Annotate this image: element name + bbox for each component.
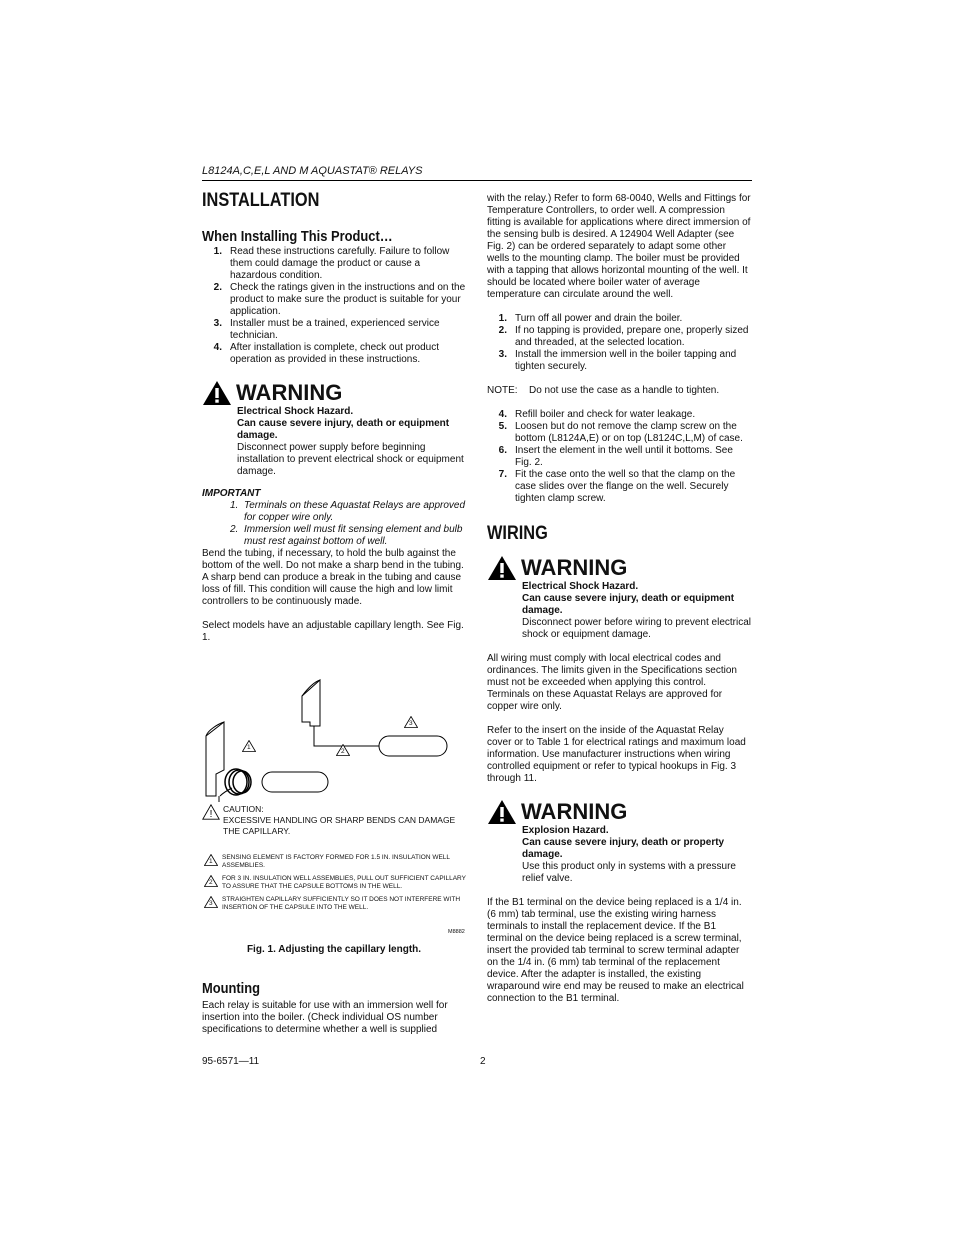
caution-triangle-icon <box>202 804 220 820</box>
fig-marker-2: 2 <box>336 744 350 760</box>
wiring-paragraph-2: Refer to the insert on the inside of the Aquastat Relay cover or to Table 1 for electrical ratings and maximum load information. Use manufacturer instructions when wiring controlled equipment or refer to typical hookups in Fig. 3 through 11. <box>487 725 746 784</box>
figure-note <box>202 875 466 891</box>
important-item <box>230 524 466 548</box>
warning-triangle-icon <box>487 799 517 825</box>
note <box>487 385 751 397</box>
figure-note-number: 1 <box>209 858 213 865</box>
list-item-text: Read these instructions carefully. Failure to follow them could damage the product or cause a hazardous condition. <box>230 246 450 281</box>
warning-title: WARNING <box>521 799 628 824</box>
note-label: NOTE: <box>487 385 518 396</box>
right-column <box>487 193 751 1005</box>
fig-marker-3: 3 <box>404 716 418 732</box>
list-item-number: 1. <box>213 246 222 257</box>
figure-note-number: 3 <box>209 900 213 907</box>
left-column <box>202 190 466 1036</box>
list-item <box>487 445 751 469</box>
wiring-paragraph-1: All wiring must comply with local electrical codes and ordinances. The limits given in the Specifications section must not be exceeded when applying this control. Terminals on these Aquastat Relays are approved for copper wire only. <box>487 653 737 712</box>
warning-hazard: Explosion Hazard. <box>522 825 609 836</box>
figure-note <box>202 854 466 870</box>
warning-hazard: Electrical Shock Hazard. <box>522 581 639 592</box>
warning-consequence: Can cause severe injury, death or property damage. <box>522 837 725 860</box>
installation-heading: INSTALLATION <box>202 190 320 211</box>
footer-page-number: 2 <box>480 1056 486 1067</box>
mounting-steps-list-b <box>487 409 751 505</box>
mounting-steps-list-a <box>487 313 751 373</box>
list-item <box>487 421 751 445</box>
list-item-number: 4. <box>213 342 222 353</box>
list-item <box>487 349 751 373</box>
mounting-continued-paragraph: with the relay.) Refer to form 68-0040, Wells and Fittings for Temperature Controllers, to order well. A compression fitting is available for applications where direct immersion of the sensing bulb is desired. A 124904 Well Adapter (see Fig. 2) can be ordered separately to adapt some other wells to the mounting clamp. The boiler must be provided with a tapping that allows horizontal mounting of the well. It should be located where boiler water of average temperature can circulate around the well. <box>487 193 751 300</box>
figure-caution <box>202 804 466 837</box>
fig-marker-1: 1 <box>242 740 256 756</box>
figure-note <box>202 896 466 912</box>
list-item <box>487 313 751 325</box>
list-item-number: 4. <box>498 409 507 420</box>
document-header-title: L8124A,C,E,L AND M AQUASTAT® RELAYS <box>202 165 423 177</box>
list-item <box>202 342 466 366</box>
figure-note-number: 2 <box>209 879 213 886</box>
list-item <box>487 469 751 505</box>
warning-title: WARNING <box>521 555 628 580</box>
install-steps-list <box>202 246 466 366</box>
list-item-text: Installer must be a trained, experienced service technician. <box>230 318 440 341</box>
header-rule <box>202 180 752 181</box>
list-item-text: Refill boiler and check for water leakage. <box>515 409 696 420</box>
list-item-number: 7. <box>498 469 507 480</box>
bend-paragraph: Bend the tubing, if necessary, to hold the bulb against the bottom of the well. Do not make a sharp bend in the tubing. A sharp bend can produce a break in the tubing and cause loss of fill. This condition will cause the high and low limit controllers to be continuously made. <box>202 548 464 607</box>
figure-1 <box>202 664 466 964</box>
figure-notes <box>202 854 466 917</box>
list-item-text: Turn off all power and drain the boiler. <box>515 313 683 324</box>
warning-block-3 <box>487 799 751 825</box>
wiring-heading: WIRING <box>487 523 548 544</box>
list-item-text: Check the ratings given in the instructions and on the product to make sure the product is suitable for your application. <box>230 282 466 317</box>
figure-caption: Fig. 1. Adjusting the capillary length. <box>246 944 422 955</box>
list-item <box>487 325 751 349</box>
footer-doc-number: 95-6571—11 <box>202 1056 260 1067</box>
figure-note-text: STRAIGHTEN CAPILLARY SUFFICIENTLY SO IT DOES NOT INTERFERE WITH INSERTION OF THE CAPSULE INTO THE WELL. <box>222 896 461 911</box>
list-item-text: If no tapping is provided, prepare one, properly sized and threaded, at the selected location. <box>515 325 749 348</box>
warning-triangle-icon <box>202 380 232 406</box>
list-item <box>202 282 466 318</box>
important-item-text: Terminals on these Aquastat Relays are approved for copper wire only. <box>244 500 466 523</box>
list-item <box>487 409 751 421</box>
list-item-text: Insert the element in the well until it bottoms. See Fig. 2. <box>515 445 733 468</box>
warning-consequence: Can cause severe injury, death or equipment damage. <box>237 418 450 441</box>
important-item-text: Immersion well must fit sensing element and bulb must rest against bottom of well. <box>244 524 463 547</box>
important-list <box>230 500 466 548</box>
list-item-number: 3. <box>213 318 222 329</box>
list-item-number: 2. <box>498 325 507 336</box>
mounting-heading: Mounting <box>202 980 261 997</box>
svg-text:!: ! <box>209 809 213 820</box>
list-item-number: 3. <box>498 349 507 360</box>
caution-title: CAUTION: <box>223 804 264 814</box>
important-item <box>230 500 466 524</box>
warning-consequence: Can cause severe injury, death or equipment damage. <box>522 593 735 616</box>
mounting-paragraph: Each relay is suitable for use with an immersion well for insertion into the boiler. (Check individual OS number specifications to determine whether a well is supplied <box>202 1000 448 1035</box>
b1-terminal-paragraph: If the B1 terminal on the device being replaced is a 1/4 in. (6 mm) tab terminal, use the existing wiring harness terminals to install the replacement device. If the B1 terminal on the device being replaced is a screw terminal, insert the provided tab terminal to screw terminal adapter on the 1/4 in. (6 mm) tab terminal of the replacement device. After the adapter is installed, the existing wraparound wire end may be reused to make an electrical connection to the B1 terminal. <box>487 897 744 1004</box>
list-item-number: 1. <box>498 313 507 324</box>
caution-text: EXCESSIVE HANDLING OR SHARP BENDS CAN DAMAGE THE CAPILLARY. <box>223 815 456 836</box>
warning-instruction: Disconnect power supply before beginning installation to prevent electrical shock or equipment damage. <box>237 442 464 477</box>
select-models-paragraph: Select models have an adjustable capillary length. See Fig. 1. <box>202 620 464 643</box>
note-text: Do not use the case as a handle to tighten. <box>529 385 720 396</box>
list-item-text: Install the immersion well in the boiler tapping and tighten securely. <box>515 349 737 372</box>
warning-instruction: Use this product only in systems with a pressure relief valve. <box>522 861 736 884</box>
list-item-number: 2. <box>213 282 222 293</box>
capillary-diagram <box>202 664 466 802</box>
important-title: IMPORTANT <box>202 488 261 499</box>
list-item-number: 5. <box>498 421 507 432</box>
important-item-number: 1. <box>230 500 239 511</box>
warning-block-2 <box>487 555 751 581</box>
list-item <box>202 246 466 282</box>
figure-code: M8882 <box>448 929 465 935</box>
figure-note-text: FOR 3 IN. INSULATION WELL ASSEMBLIES, PULL OUT SUFFICIENT CAPILLARY TO ASSURE THAT THE CAPSULE BOTTOMS IN THE WELL. <box>222 875 466 890</box>
warning-title: WARNING <box>236 380 343 405</box>
figure-note-text: SENSING ELEMENT IS FACTORY FORMED FOR 1.5 IN. INSULATION WELL ASSEMBLIES. <box>222 854 450 869</box>
list-item-text: Loosen but do not remove the clamp screw on the bottom (L8124A,E) or on top (L8124C,L,M) of case. <box>515 421 743 444</box>
warning-hazard: Electrical Shock Hazard. <box>237 406 354 417</box>
list-item-text: After installation is complete, check out product operation as provided in these instructions. <box>230 342 439 365</box>
warning-triangle-icon <box>487 555 517 581</box>
list-item-text: Fit the case onto the well so that the clamp on the case slides over the flange on the well. Securely tighten clamp screw. <box>515 469 736 504</box>
list-item <box>202 318 466 342</box>
warning-block-1 <box>202 380 466 406</box>
warning-instruction: Disconnect power before wiring to prevent electrical shock or equipment damage. <box>522 617 751 640</box>
important-item-number: 2. <box>230 524 239 535</box>
when-installing-heading: When Installing This Product… <box>202 228 393 245</box>
list-item-number: 6. <box>498 445 507 456</box>
